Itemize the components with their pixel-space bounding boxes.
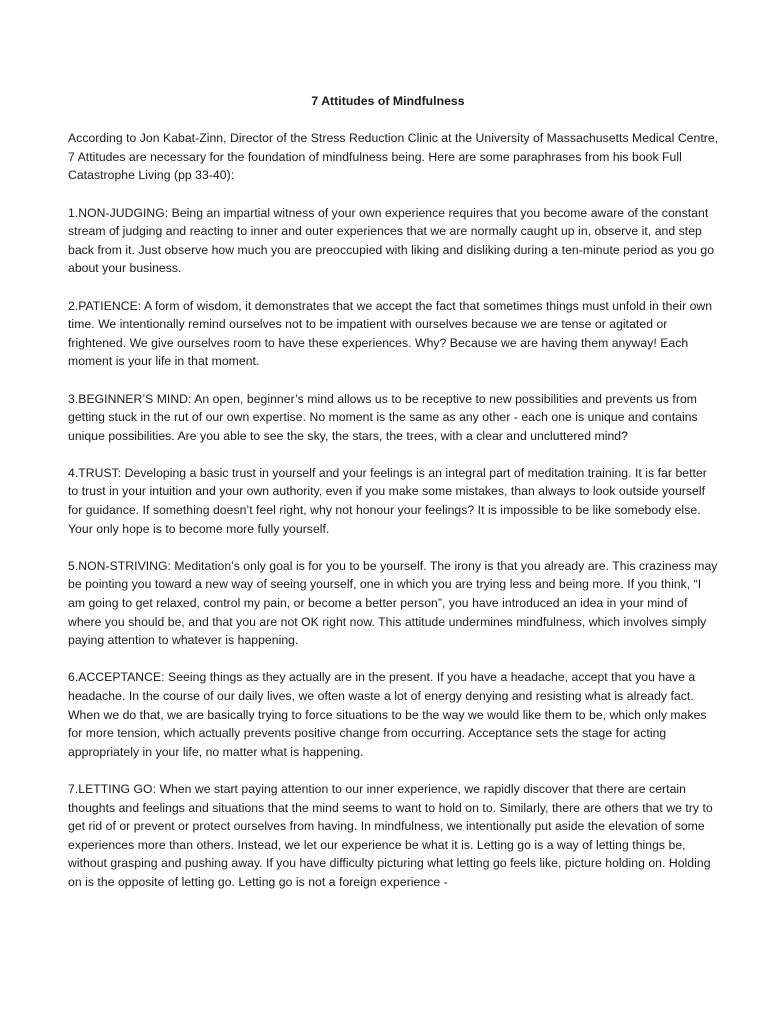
paragraph-non-striving: 5.NON-STRIVING: Meditation’s only goal is for you to be yourself. The irony is that you already are. This craziness may be pointing you toward a new way of seeing yourself, one in which you are trying less and being more. If you think, “I am going to get relaxed, control my pain, or become a better person”, you have introduced an idea in your mind of where you should be, and that you are not OK right now. This attitude undermines mindfulness, which involves simply paying attention to whatever is happening. (68, 558, 718, 648)
paragraph-letting-go: 7.LETTING GO: When we start paying attention to our inner experience, we rapidly discover that there are certain thoughts and feelings and situations that the mind seems to want to hold on to. Similarly, there are others that we try to get rid of or prevent or protect ourselves from having. In mindfulness, we intentionally put aside the elevation of some experiences more than others. Instead, we let our experience be what it is. Letting go is a way of letting things be, without grasping and pushing away. If you have difficulty picturing what letting go feels like, picture holding on. Holding on is the opposite of letting go. Letting go is not a foreign experience - (68, 781, 713, 889)
document-title: 7 Attitudes of Mindfulness (311, 94, 465, 108)
paragraph-trust: 4.TRUST: Developing a basic trust in yourself and your feelings is an integral part of meditation training. It is far better to trust in your intuition and your own authority, even if you make some mistakes, than always to look outside yourself for guidance. If something doesn’t feel right, why not honour your feelings? It is impossible to be like somebody else. Your only hope is to become more fully yourself. (68, 465, 707, 536)
intro-paragraph: According to Jon Kabat-Zinn, Director of the Stress Reduction Clinic at the University of Massachusetts Medical Centre, 7 Attitudes are necessary for the foundation of mindfulness being. Here are some paraphrases from his book Full Catastrophe Living (pp 33-40): (68, 131, 719, 183)
paragraph-beginners-mind: 3.BEGINNER’S MIND: An open, beginner’s mind allows us to be receptive to new possibilities and prevents us from getting stuck in the rut of our own expertise. No moment is the same as any other - each one is unique and contains unique possibilities. Are you able to see the sky, the stars, the trees, with a clear and uncluttered mind? (68, 391, 698, 443)
paragraph-patience: 2.PATIENCE: A form of wisdom, it demonstrates that we accept the fact that sometimes things must unfold in their own time. We intentionally remind ourselves not to be impatient with ourselves because we are tense or agitated or frightened. We give ourselves room to have these experiences. Why? Because we are having them anyway! Each moment is your life in that moment. (68, 298, 713, 369)
document-page (68, 92, 720, 892)
paragraph-non-judging: 1.NON-JUDGING: Being an impartial witness of your own experience requires that you become aware of the constant stream of judging and reacting to inner and outer experiences that we are normally caught up in, observe it, and step back from it. Just observe how much you are preoccupied with liking and disliking during a ten-minute period as you go about your business. (68, 205, 715, 276)
paragraph-acceptance: 6.ACCEPTANCE: Seeing things as they actually are in the present. If you have a headache, accept that you have a headache. In the course of our daily lives, we often waste a lot of energy denying and resisting what is already fact. When we do that, we are basically trying to force situations to be the way we would like them to be, which only makes for more tension, which actually prevents positive change from occurring. Acceptance sets the stage for acting appropriately in your life, no matter what is happening. (68, 670, 707, 759)
